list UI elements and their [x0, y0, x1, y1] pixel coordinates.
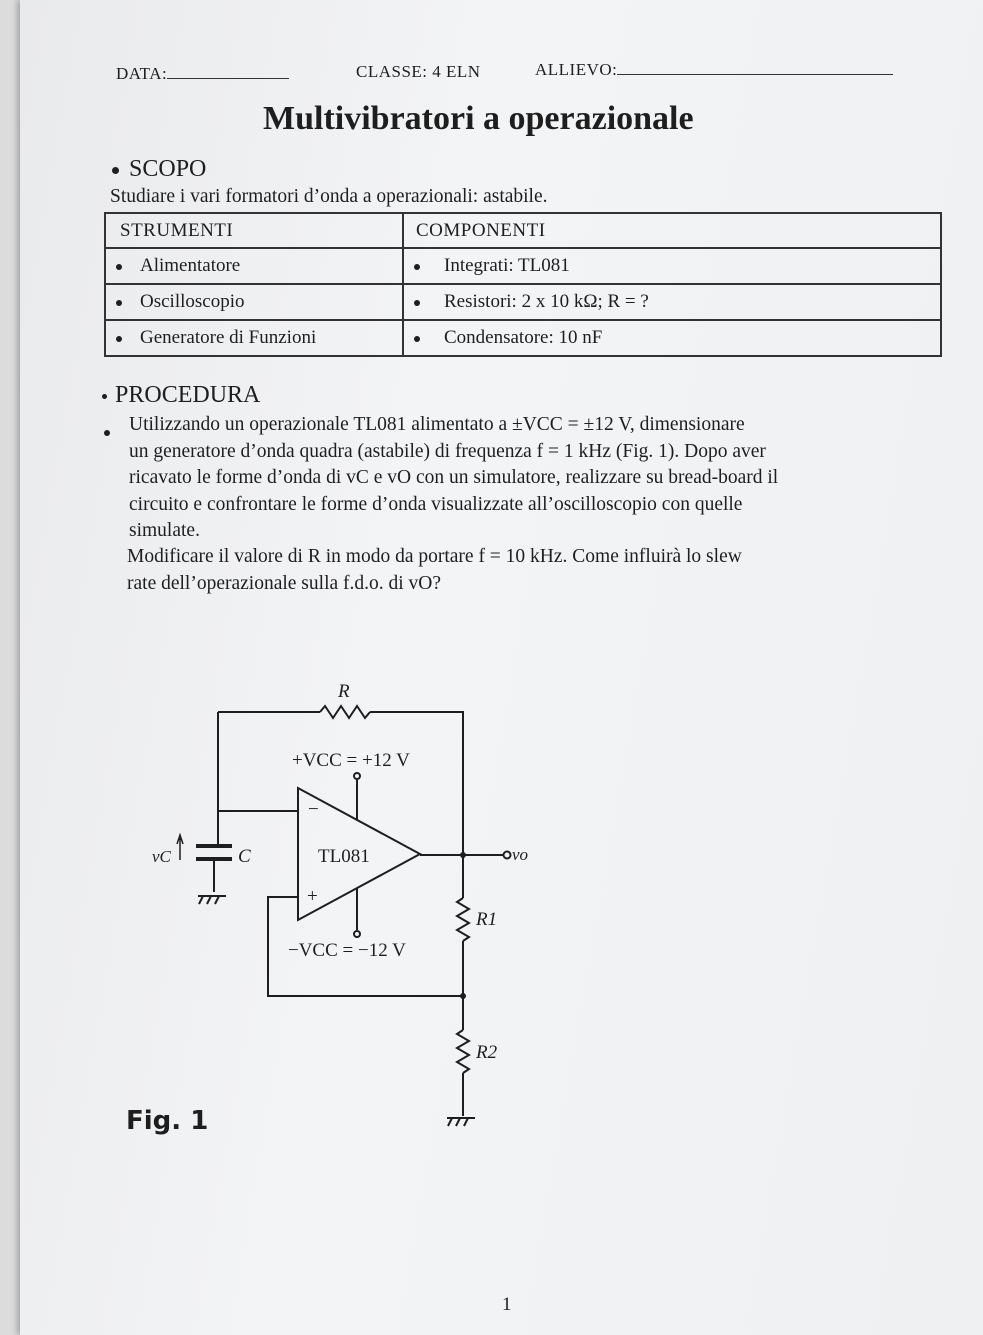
- label-vcc-positive: +VCC = +12 V: [292, 750, 410, 771]
- label-vc: vC: [152, 847, 171, 866]
- label-r2: R2: [476, 1042, 498, 1063]
- procedure-heading-text: PROCEDURA: [115, 382, 261, 408]
- cell-text: Condensatore: 10 nF: [444, 327, 603, 348]
- label-c: C: [238, 846, 251, 867]
- resistor-r2: [457, 1030, 469, 1073]
- capacitor-c: [196, 846, 232, 859]
- ground-symbol: [198, 896, 226, 904]
- label-opamp: TL081: [318, 846, 370, 867]
- label-r1: R1: [476, 909, 498, 930]
- cell-text: Alimentatore: [140, 255, 241, 276]
- text-line: ricavato le forme d’onda di vC e vO con un simulatore, realizzare su bread-board il: [129, 467, 779, 488]
- label-r: R: [338, 681, 350, 702]
- cell-text: Generatore di Funzioni: [140, 327, 317, 348]
- text-line: simulate.: [129, 520, 200, 541]
- cell-text: Oscilloscopio: [140, 291, 245, 312]
- cell-text: Integrati: TL081: [444, 255, 570, 276]
- terminal: [354, 931, 360, 937]
- label-inverting-input: −: [308, 799, 319, 820]
- cell-text: Resistori: 2 x 10 kΩ; R = ?: [444, 291, 649, 312]
- class-label: CLASSE: 4 ELN: [356, 62, 481, 81]
- table-header-text: STRUMENTI: [120, 219, 234, 241]
- text-line: circuito e confrontare le forme d’onda visualizzate all’oscilloscopio con quelle: [129, 493, 743, 515]
- vc-arrow: [177, 835, 183, 860]
- terminal: [354, 773, 360, 779]
- figure-caption: Fig. 1: [126, 1106, 209, 1136]
- scope-text: Studiare i vari formatori d’onda a operazionali: astabile.: [110, 186, 548, 207]
- label-vo: vo: [512, 845, 529, 864]
- resistor-r1: [457, 898, 469, 941]
- date-label: DATA:: [116, 64, 168, 83]
- junction-dot: [460, 993, 466, 999]
- text-line: Utilizzando un operazionale TL081 alimentato a ±VCC = ±12 V, dimensionare: [129, 414, 745, 435]
- text-line: Modificare il valore di R in modo da portare f = 10 kHz. Come influirà lo slew: [127, 546, 742, 567]
- student-label: ALLIEVO:: [535, 60, 618, 79]
- junction-dot: [460, 852, 466, 858]
- resistor-r: [320, 706, 370, 718]
- output-terminal: [504, 852, 511, 859]
- page-title: Multivibratori a operazionale: [263, 100, 694, 137]
- label-vcc-negative: −VCC = −12 V: [288, 940, 406, 961]
- text-line: rate dell’operazionale sulla f.d.o. di vO?: [127, 572, 442, 594]
- page-number: 1: [502, 1294, 512, 1315]
- table-header-text: COMPONENTI: [416, 219, 546, 241]
- text-line: un generatore d’onda quadra (astabile) di frequenza f = 1 kHz (Fig. 1). Dopo aver: [129, 440, 766, 462]
- label-noninverting-input: +: [307, 886, 318, 907]
- ground-symbol: [447, 1118, 475, 1126]
- scope-heading-text: SCOPO: [129, 156, 207, 182]
